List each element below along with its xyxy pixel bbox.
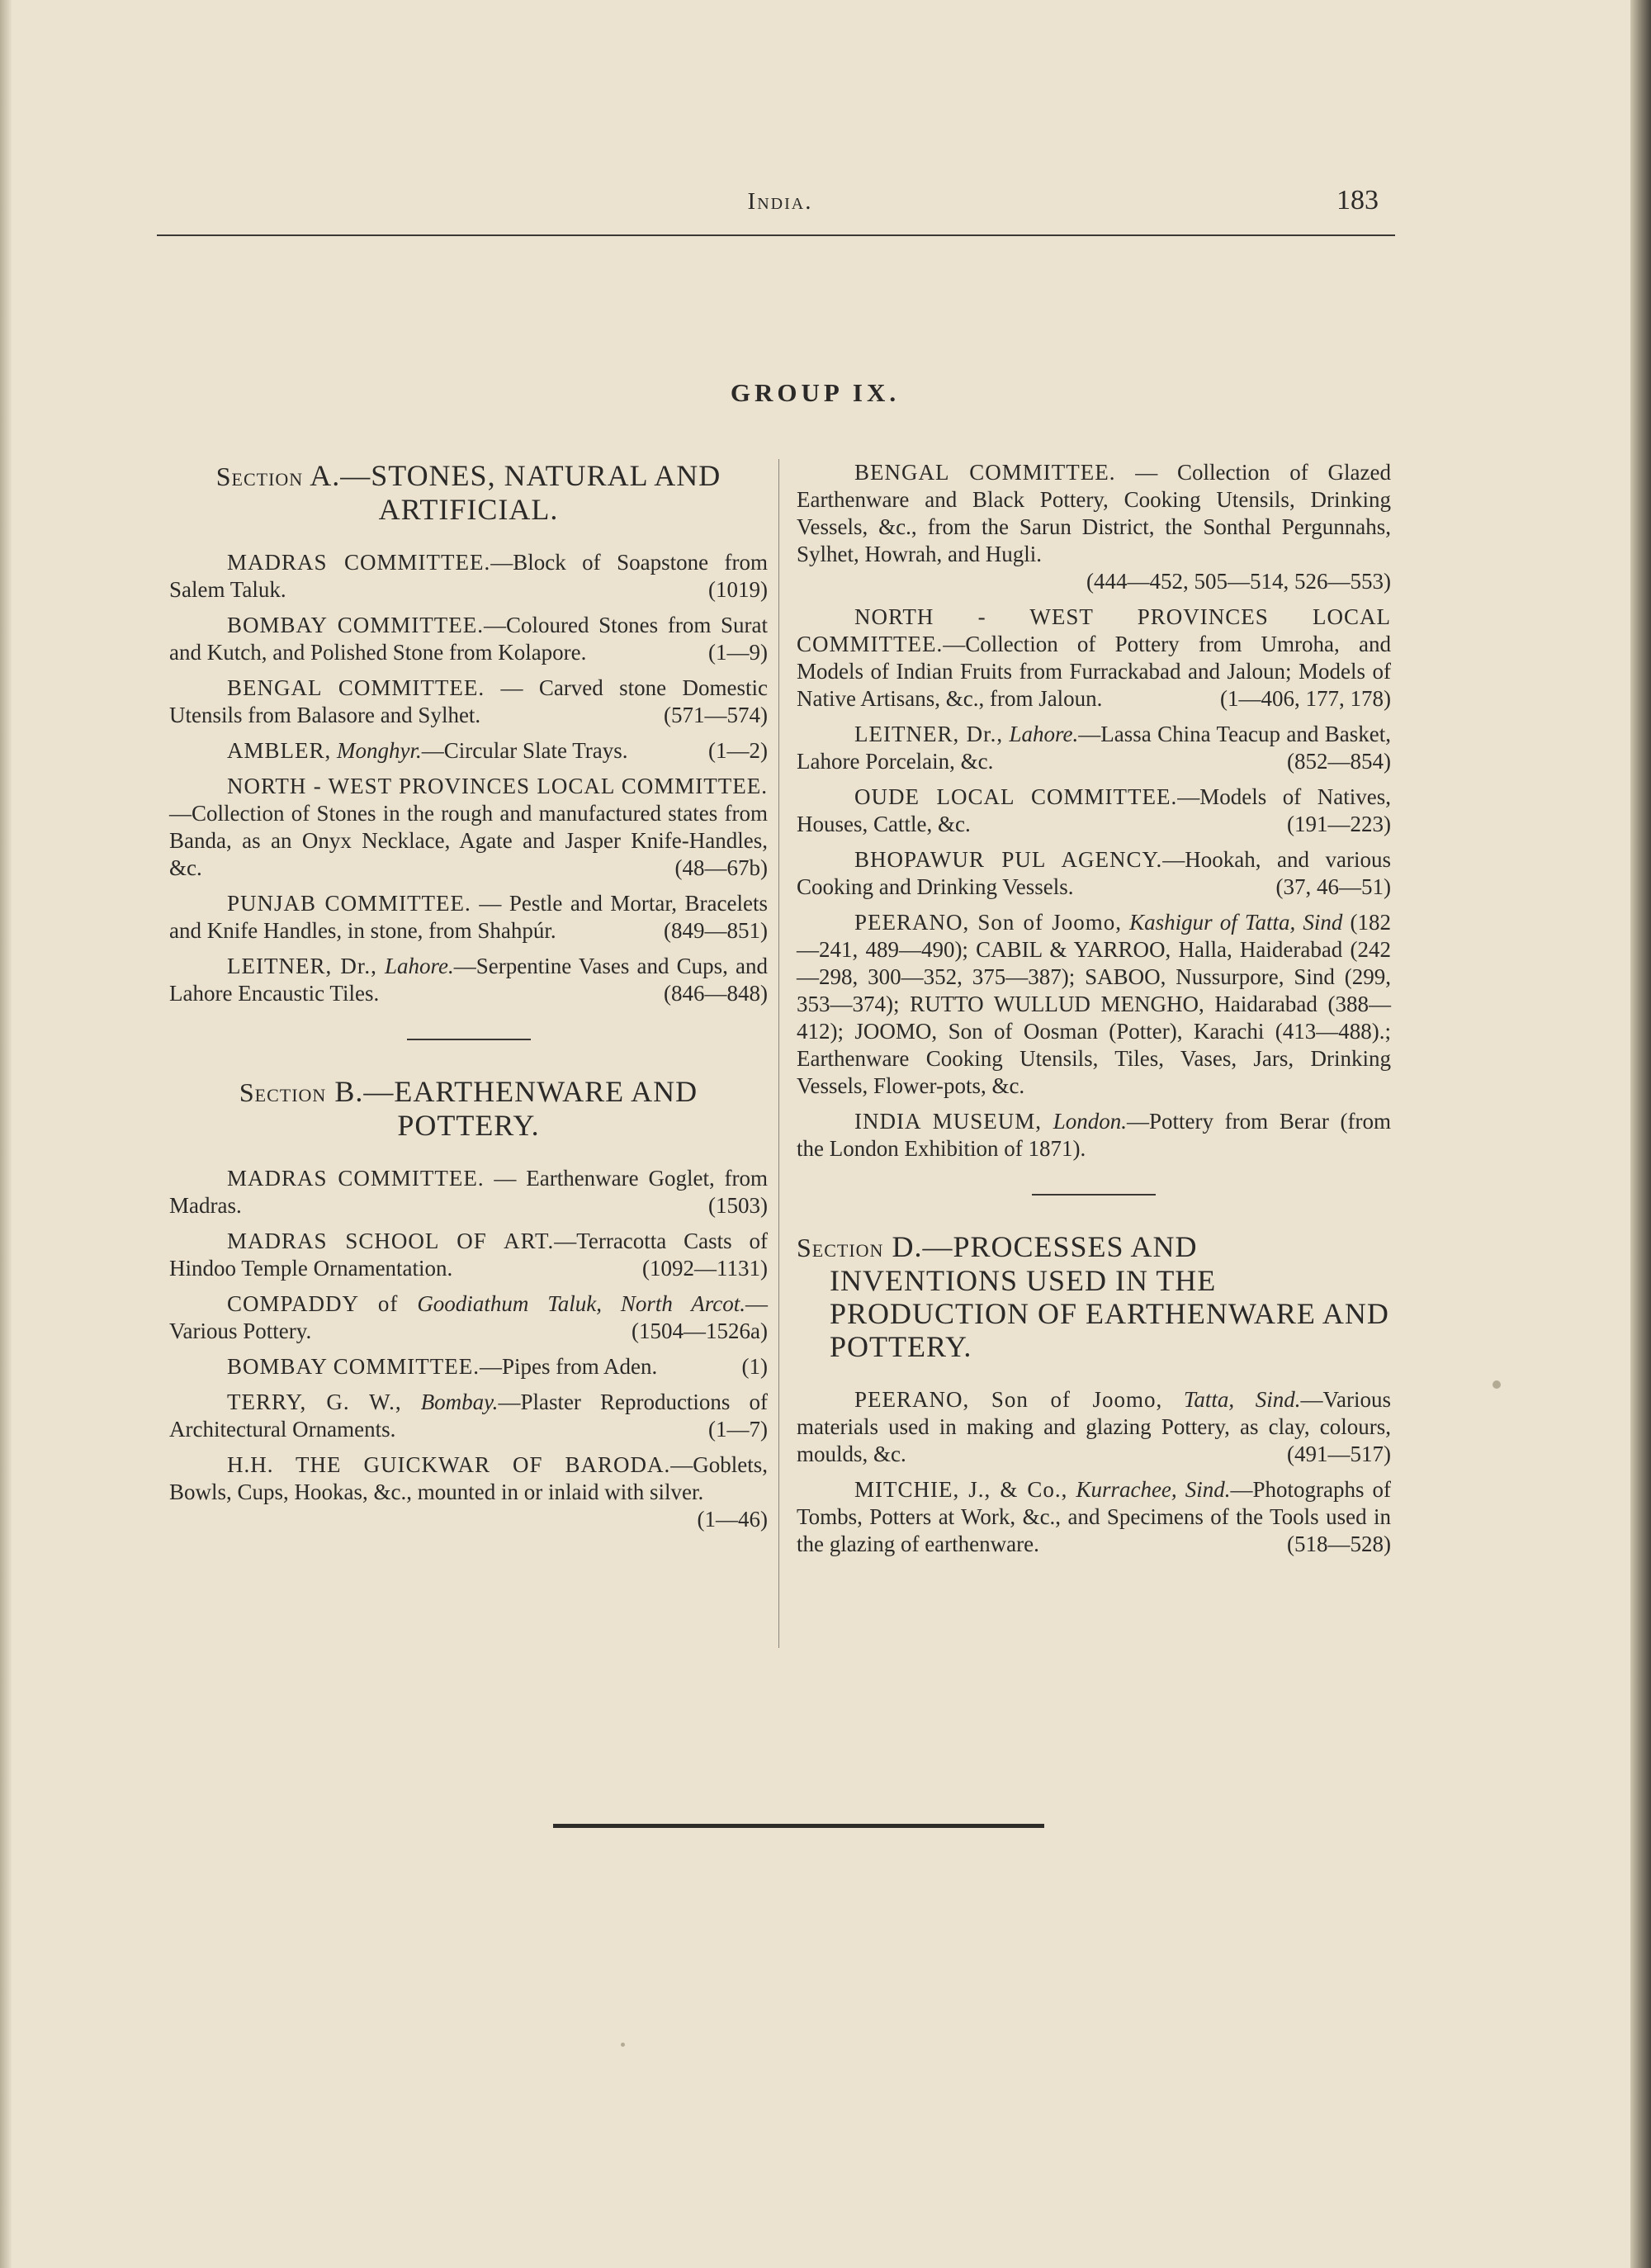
entry-description: — Collection of Glazed Earthenware and Black Pottery, Cooking Utensils, Drinking Vessels, &c., from the Sarun District, the Sonthal Pergunnahs, Sylhet, Howrah, and Hugli.: [797, 460, 1391, 566]
catalogue-entry: [797, 459, 1391, 595]
section-a-entries: [169, 549, 768, 1007]
entry-description: —Models of Natives, Houses, Cattle, &c.: [797, 784, 1391, 836]
exhibitor-name: BENGAL COMMITTEE.: [227, 675, 485, 700]
exhibitor-name: MADRAS SCHOOL OF ART.: [227, 1229, 555, 1253]
exhibitor-place: Goodiathum Taluk, North Arcot.: [417, 1291, 745, 1316]
catalogue-number: (1—406, 177, 178): [1220, 686, 1391, 711]
exhibitor-name: OUDE LOCAL COMMITTEE.: [854, 784, 1178, 809]
catalogue-number: (1092—1131): [642, 1256, 768, 1281]
catalogue-entry: [797, 1108, 1391, 1162]
exhibitor-name: BHOPAWUR PUL AGENCY.: [854, 847, 1163, 872]
exhibitor-place: Lahore.: [385, 954, 454, 978]
exhibitor-place: Monghyr.: [337, 738, 422, 763]
end-rule: [553, 1824, 1044, 1828]
catalogue-number: (1—7): [708, 1417, 768, 1442]
entry-description: —Serpentine Vases and Cups, and Lahore Encaustic Tiles.: [169, 954, 768, 1006]
catalogue-entry: [169, 890, 768, 945]
catalogue-number: (1503): [708, 1193, 768, 1218]
catalogue-number: (1): [741, 1354, 768, 1379]
exhibitor-name: H.H. THE GUICKWAR OF BARODA.: [227, 1452, 671, 1477]
catalogue-number: (518—528): [1287, 1532, 1391, 1556]
running-title: India.: [747, 188, 813, 215]
entry-description: —Circular Slate Trays.: [421, 738, 628, 763]
catalogue-entry: [169, 1389, 768, 1443]
section-rule: [407, 1039, 531, 1040]
catalogue-entry: [169, 1228, 768, 1282]
catalogue-entry: [797, 1476, 1391, 1558]
catalogue-entry: [169, 1165, 768, 1219]
section-b-heading: [169, 1075, 768, 1142]
section-d-entries: [797, 1386, 1391, 1558]
catalogue-number: (852—854): [1287, 749, 1391, 774]
entry-description: —Coloured Stones from Surat and Kutch, and Polished Stone from Kolapore.: [169, 613, 768, 665]
catalogue-number: (1019): [708, 577, 768, 602]
exhibitor-name: BENGAL COMMITTEE.: [854, 460, 1116, 485]
exhibitor-name: PEERANO, Son of Joomo,: [854, 910, 1122, 935]
entry-description: —Collection of Pottery from Umroha, and Models of Indian Fruits from Furrackabad and Jaloun; Models of Native Artisans, &c., from Jaloun.: [797, 632, 1391, 711]
exhibitor-name: PUNJAB COMMITTEE.: [227, 891, 471, 916]
catalogue-number: (849—851): [664, 918, 768, 943]
exhibitor-name: AMBLER,: [227, 738, 332, 763]
catalogue-entry: [797, 784, 1391, 838]
paper-spot: [1493, 1380, 1501, 1389]
exhibitor-place: Lahore.: [1009, 722, 1079, 746]
entry-description: —Goblets, Bowls, Cups, Hookas, &c., mounted in or inlaid with silver.: [169, 1452, 768, 1504]
catalogue-entry: [169, 1451, 768, 1533]
catalogue-number: (1—9): [708, 640, 768, 665]
exhibitor-place: Kurrachee, Sind.: [1076, 1477, 1231, 1502]
book-spine-shadow: [1630, 0, 1651, 2268]
entry-description: —Hookah, and various Cooking and Drinking Vessels.: [797, 847, 1392, 899]
exhibitor-name: BOMBAY COMMITTEE.: [227, 613, 484, 637]
exhibitor-name: MADRAS COMMITTEE.: [227, 1166, 485, 1191]
section-title: D.—PROCESSES AND INVENTIONS USED IN THE PRODUCTION OF EARTHENWARE AND POTTERY.: [830, 1230, 1389, 1363]
group-title: GROUP IX.: [730, 378, 901, 407]
catalogue-number: (191—223): [1287, 812, 1391, 836]
catalogue-entry: [169, 1290, 768, 1345]
exhibitor-name: NORTH - WEST PROVINCES LOCAL COMMITTEE.: [227, 774, 768, 798]
catalogue-entry: [169, 773, 768, 882]
section-title: A.—STONES, NATURAL AND ARTIFICIAL.: [310, 459, 721, 526]
catalogue-entry: [797, 721, 1391, 775]
entry-description: — Earthenware Goglet, from Madras.: [169, 1166, 768, 1218]
entry-description: — Pestle and Mortar, Bracelets and Knife Handles, in stone, from Shahpúr.: [169, 891, 768, 943]
exhibitor-name: PEERANO, Son of Joomo,: [854, 1387, 1163, 1412]
entry-description: —Pottery from Berar (from the London Exhibition of 1871).: [797, 1109, 1391, 1161]
section-title: B.—EARTHENWARE AND POTTERY.: [334, 1075, 698, 1142]
page-number: 183: [1336, 185, 1379, 215]
catalogue-entry: [797, 909, 1391, 1100]
catalogue-entry: [169, 1353, 768, 1380]
section-b-entries: [169, 1165, 768, 1533]
entry-description: —Plaster Reproductions of Architectural Ornaments.: [169, 1390, 768, 1442]
catalogue-number: (48—67b): [674, 855, 768, 880]
exhibitor-name: LEITNER, Dr.,: [854, 722, 1004, 746]
entry-description: —Various Pottery.: [169, 1291, 768, 1343]
entry-description: — Carved stone Domestic Utensils from Balasore and Sylhet.: [169, 675, 768, 727]
catalogue-number: (444—452, 505—514, 526—553): [1086, 569, 1391, 594]
section-label: Section: [797, 1233, 884, 1262]
catalogue-number: (1—46): [697, 1507, 768, 1532]
exhibitor-name: MITCHIE, J., & Co.,: [854, 1477, 1068, 1502]
catalogue-entry: [169, 612, 768, 666]
entry-description: —Terracotta Casts of Hindoo Temple Ornamentation.: [169, 1229, 768, 1281]
catalogue-entry: [797, 846, 1391, 901]
entry-description: —Pipes from Aden.: [480, 1354, 658, 1379]
catalogue-number: (37, 46—51): [1275, 874, 1391, 899]
entry-description: —Block of Soapstone from Salem Taluk.: [169, 550, 768, 602]
entry-description: (182—241, 489—490); CABIL & YARROO, Halla, Haiderabad (242—298, 300—352, 375—387); SABOO, Nussurpore, Sind (299, 353—374); RUTTO WULLUD MENGHO, Haidarabad (388—412); JOOMO, Son of Oosman (Potter), Karachi (413—488).; Earthenware Cooking Utensils, Tiles, Vases, Jars, Drinking Vessels, Flower-pots, &c.: [797, 910, 1391, 1098]
catalogue-entry: [169, 953, 768, 1007]
exhibitor-name: NORTH - WEST PROVINCES LOCAL COMMITTEE.: [797, 604, 1391, 656]
column-divider: [778, 459, 779, 1648]
catalogue-number: (491—517): [1287, 1442, 1391, 1466]
exhibitor-name: MADRAS COMMITTEE.: [227, 550, 491, 575]
section-c-entries: [797, 459, 1391, 1162]
section-label: Section: [215, 462, 304, 491]
catalogue-number: (1—2): [708, 738, 768, 763]
exhibitor-name: COMPADDY of: [227, 1291, 399, 1316]
exhibitor-name: INDIA MUSEUM,: [854, 1109, 1042, 1134]
entry-description: —Collection of Stones in the rough and manufactured states from Banda, as an Onyx Necklace, Agate and Jasper Knife-Handles, &c.: [169, 801, 768, 880]
catalogue-entry: [169, 675, 768, 729]
exhibitor-place: Bombay.: [420, 1390, 499, 1414]
catalogue-number: (571—574): [664, 703, 768, 727]
exhibitor-place: London.: [1053, 1109, 1127, 1134]
right-column: [797, 459, 1391, 1566]
exhibitor-name: BOMBAY COMMITTEE.: [227, 1354, 480, 1379]
running-head: [157, 185, 1403, 225]
exhibitor-name: TERRY, G. W.,: [227, 1390, 402, 1414]
catalogue-entry: [797, 604, 1391, 713]
catalogue-entry: [169, 737, 768, 765]
section-label: Section: [239, 1077, 327, 1107]
header-rule: [157, 234, 1395, 236]
exhibitor-place: Tatta, Sind.: [1183, 1387, 1301, 1412]
paper-spot: [621, 2043, 625, 2047]
entry-description: —Lassa China Teacup and Basket, Lahore Porcelain, &c.: [797, 722, 1391, 774]
catalogue-number: (1504—1526a): [632, 1319, 768, 1343]
entry-description: —Photographs of Tombs, Potters at Work, &c., and Specimens of the Tools used in the glazing of earthenware.: [797, 1477, 1392, 1556]
section-rule: [1032, 1194, 1156, 1196]
section-d-heading: [797, 1230, 1391, 1363]
left-column: [169, 459, 768, 1541]
catalogue-number: (846—848): [664, 981, 768, 1006]
section-a-heading: [169, 459, 768, 526]
exhibitor-name: LEITNER, Dr.,: [227, 954, 377, 978]
catalogue-entry: [169, 549, 768, 604]
entry-description: —Various materials used in making and glazing Pottery, as clay, colours, moulds, &c.: [797, 1387, 1392, 1466]
catalogue-entry: [797, 1386, 1391, 1468]
page-left-edge: [0, 0, 12, 2268]
exhibitor-place: Kashigur of Tatta, Sind: [1129, 910, 1343, 935]
